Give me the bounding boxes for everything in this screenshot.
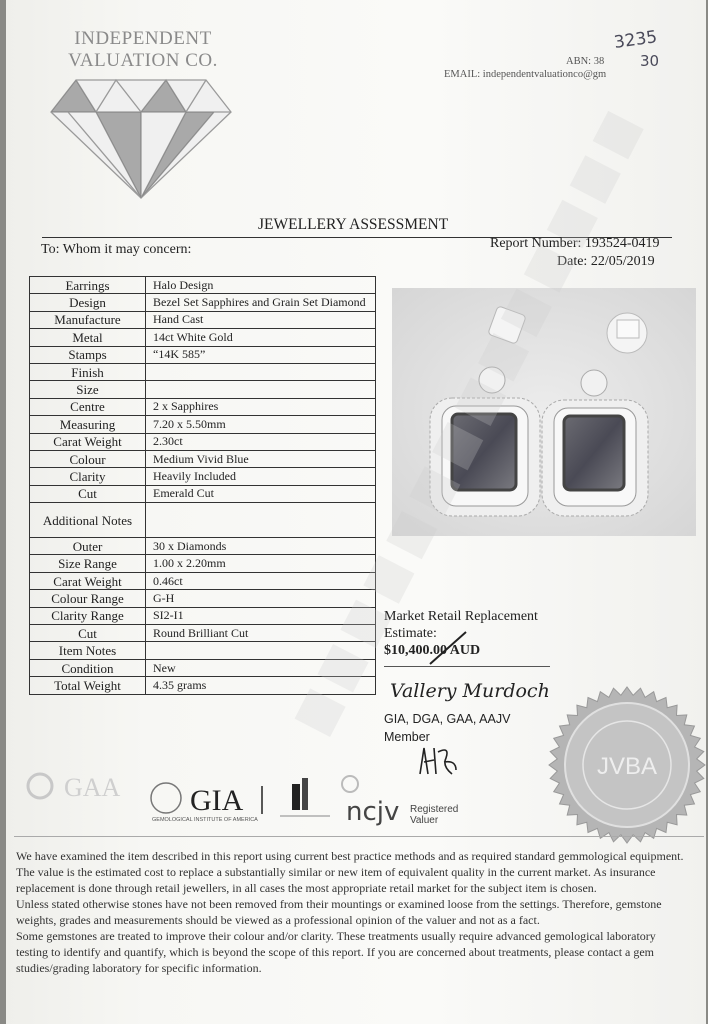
- company-name: [58, 28, 228, 72]
- row-value: Bezel Set Sapphires and Grain Set Diamond: [146, 294, 376, 311]
- valuer-signature: Vallery Murdoch: [390, 680, 550, 702]
- row-label: Finish: [30, 363, 146, 380]
- estimate-label: Market Retail Replacement: [384, 609, 538, 624]
- valuer-credentials: GIA, DGA, GAA, AAJV: [384, 712, 511, 726]
- table-row: [30, 572, 376, 589]
- gia-logo-text: GIA: [190, 784, 244, 817]
- row-value: SI2-I1: [146, 607, 376, 624]
- handwritten-number: 3235: [612, 27, 659, 53]
- diamond-logo-icon: [46, 72, 236, 202]
- strikethrough-mark: [428, 628, 470, 668]
- row-value: [146, 503, 376, 538]
- table-row: [30, 590, 376, 607]
- table-row: [30, 398, 376, 415]
- row-value: [146, 642, 376, 659]
- gia-sub: GEMOLOGICAL INSTITUTE OF AMERICA: [152, 817, 258, 822]
- row-value: New: [146, 659, 376, 676]
- footer-line: replacement is done through retail jewellers, in all cases the most appropriate retail market for the subject item is chosen.: [16, 881, 597, 895]
- gaa-logo: [18, 772, 148, 828]
- gia-logo-icon: [146, 772, 276, 822]
- row-value: [146, 363, 376, 380]
- row-value: 7.20 x 5.50mm: [146, 416, 376, 433]
- row-label: Colour: [30, 450, 146, 467]
- gaa-logo-text: GAA: [64, 773, 121, 802]
- ncjv-logo-text: ncjv: [346, 797, 400, 827]
- row-label: Size Range: [30, 555, 146, 572]
- valuer-credentials-block: [384, 710, 510, 746]
- row-label: Earrings: [30, 277, 146, 294]
- row-label: Stamps: [30, 346, 146, 363]
- row-label: Measuring: [30, 416, 146, 433]
- ncjv-sub-1: Registered: [410, 804, 459, 815]
- table-row: [30, 277, 376, 294]
- document-page: [6, 0, 706, 1024]
- company-name-line1: INDEPENDENT: [74, 28, 212, 49]
- row-label: Metal: [30, 329, 146, 346]
- table-row: [30, 329, 376, 346]
- page-title: JEWELLERY ASSESSMENT: [258, 216, 449, 233]
- footer-line: Unless stated otherwise stones have not been removed from their mountings or examined loose from the settings. Therefore, gemstone: [16, 897, 662, 911]
- jewellers-logo-icon: [276, 772, 336, 822]
- row-value: Emerald Cut: [146, 485, 376, 502]
- gia-logo: [146, 772, 276, 828]
- row-label: Manufacture: [30, 311, 146, 328]
- row-label: Centre: [30, 398, 146, 415]
- table-row: [30, 555, 376, 572]
- earrings-photo: [392, 288, 696, 536]
- row-value: Heavily Included: [146, 468, 376, 485]
- row-value: Hand Cast: [146, 311, 376, 328]
- table-row: [30, 363, 376, 380]
- footer-line: weights, grades and measurements should be viewed as a professional opinion of the valuer and not as a fact.: [16, 913, 540, 927]
- footer-line: testing to identify and quantify, which is beyond the scope of this report. If you are concerned about treatments, please contact a gem: [16, 945, 655, 959]
- table-row: [30, 485, 376, 502]
- row-label: Design: [30, 294, 146, 311]
- row-label: Additional Notes: [30, 503, 146, 538]
- gaa-logo-icon: [18, 772, 148, 822]
- row-label: Total Weight: [30, 677, 146, 694]
- company-name-line2: VALUATION CO.: [68, 50, 218, 71]
- jvba-seal-icon: [548, 686, 706, 844]
- addressee: To: Whom it may concern:: [41, 242, 192, 257]
- table-row: [30, 607, 376, 624]
- row-value: Halo Design: [146, 277, 376, 294]
- row-value: [146, 381, 376, 398]
- table-row: [30, 294, 376, 311]
- table-row: [30, 625, 376, 642]
- ncjv-logo: [336, 772, 476, 828]
- row-label: Carat Weight: [30, 572, 146, 589]
- row-value: 30 x Diamonds: [146, 538, 376, 555]
- row-label: Outer: [30, 538, 146, 555]
- report-date: Date: 22/05/2019: [557, 254, 655, 269]
- valuer-role: Member: [384, 730, 430, 744]
- table-row: [30, 503, 376, 538]
- estimate-label-2: Estimate:: [384, 626, 437, 641]
- row-value: 4.35 grams: [146, 677, 376, 694]
- row-value: “14K 585”: [146, 346, 376, 363]
- abn-text: ABN: 38: [566, 56, 605, 67]
- table-row: [30, 468, 376, 485]
- table-row: [30, 450, 376, 467]
- row-label: Carat Weight: [30, 433, 146, 450]
- footer-line: The value is the estimated cost to replace a substantially similar or new item of equivalent quality in the current market. As insurance: [16, 865, 656, 879]
- row-value: G-H: [146, 590, 376, 607]
- row-label: Item Notes: [30, 642, 146, 659]
- jewellers-logo: [276, 772, 336, 828]
- specifications-table: [29, 276, 376, 695]
- footer-disclaimer: [16, 848, 702, 976]
- footer-line: We have examined the item described in this report using current best practice methods and as required standard gemmological equipment.: [16, 849, 684, 863]
- footer-line: studies/grading laboratory for specific information.: [16, 961, 262, 975]
- row-value: 0.46ct: [146, 572, 376, 589]
- row-value: Medium Vivid Blue: [146, 450, 376, 467]
- row-value: 14ct White Gold: [146, 329, 376, 346]
- row-label: Cut: [30, 625, 146, 642]
- ncjv-sub-2: Valuer: [410, 815, 439, 826]
- handwritten-number-2: 30: [640, 52, 660, 70]
- table-row: [30, 381, 376, 398]
- row-label: Cut: [30, 485, 146, 502]
- email-text: EMAIL: independentvaluationco@gm: [444, 69, 607, 80]
- estimate-rule: [384, 666, 550, 667]
- row-label: Size: [30, 381, 146, 398]
- footer-line: Some gemstones are treated to improve their colour and/or clarity. These treatments usually require advanced gemological laboratory: [16, 929, 656, 943]
- row-value: 2.30ct: [146, 433, 376, 450]
- footer-rule: [14, 836, 704, 837]
- row-value: 1.00 x 2.20mm: [146, 555, 376, 572]
- table-row: [30, 538, 376, 555]
- row-value: Round Brilliant Cut: [146, 625, 376, 642]
- seal-text: JVBA: [596, 753, 658, 780]
- table-row: [30, 346, 376, 363]
- estimate-amount: $10,400.00 AUD: [384, 643, 481, 658]
- row-value: 2 x Sapphires: [146, 398, 376, 415]
- table-row: [30, 677, 376, 694]
- table-row: [30, 416, 376, 433]
- report-number: Report Number: 193524-0419: [490, 236, 660, 251]
- table-row: [30, 659, 376, 676]
- table-row: [30, 311, 376, 328]
- row-label: Condition: [30, 659, 146, 676]
- earrings-image: [392, 288, 696, 536]
- table-row: [30, 642, 376, 659]
- ncjv-logo-icon: [336, 772, 476, 828]
- row-label: Clarity Range: [30, 607, 146, 624]
- row-label: Colour Range: [30, 590, 146, 607]
- table-row: [30, 433, 376, 450]
- row-label: Clarity: [30, 468, 146, 485]
